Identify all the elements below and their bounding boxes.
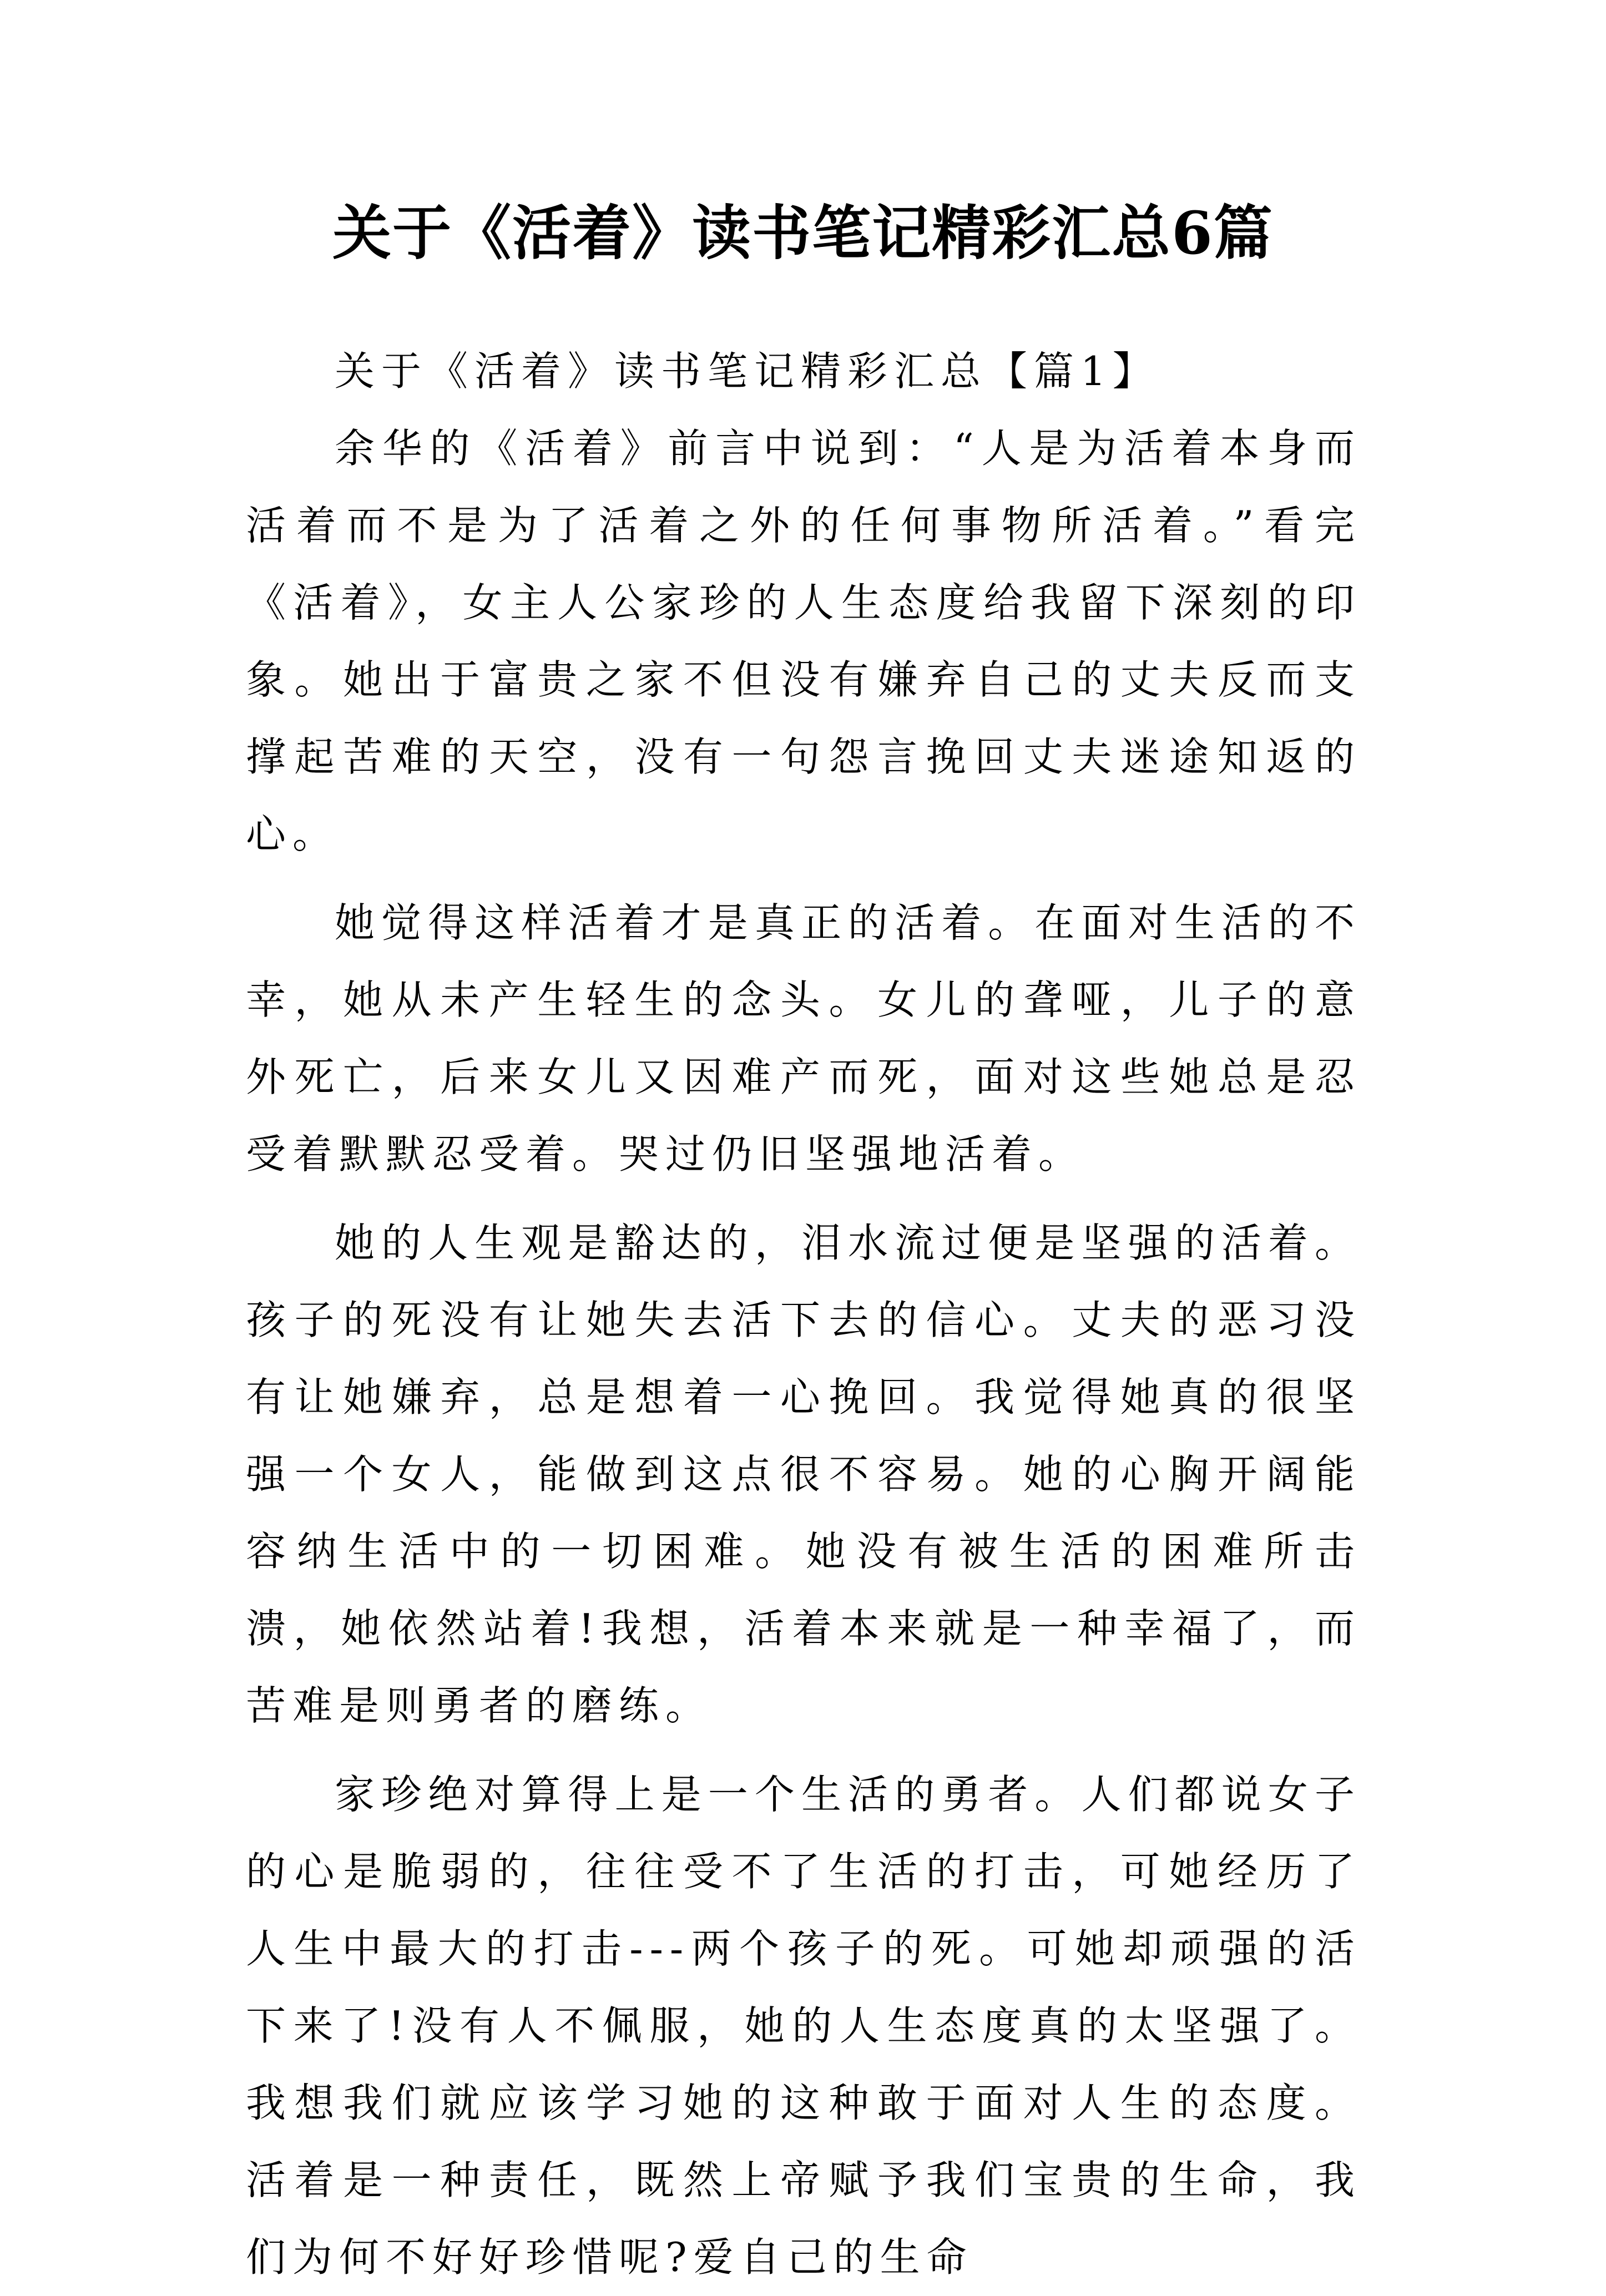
document-title: 关于《活着》读书笔记精彩汇总6篇	[332, 198, 1274, 267]
section-heading: 关于《活着》读书笔记精彩汇总【篇1】	[335, 348, 1159, 395]
paragraph: 家珍绝对算得上是一个生活的勇者。人们都说女子的心是脆弱的，往往受不了生活的打击，可她经历了人生中最大的打击---两个孩子的死。可她却顽强的活下来了!没有人不佩服，她的人生态度真的太坚强了。我想我们就应该学习她的这种敢于面对人生的态度。活着是一种责任，既然上帝赋予我们宝贵的生命，我们为何不好好珍惜呢?爱自己的生命	[246, 1771, 1361, 2280]
paragraph: 她的人生观是豁达的，泪水流过便是坚强的活着。孩子的死没有让她失去活下去的信心。丈夫的恶习没有让她嫌弃，总是想着一心挽回。我觉得她真的很坚强一个女人，能做到这点很不容易。她的心胸开阔能容纳生活中的一切困难。她没有被生活的困难所击溃，她依然站着!我想，活着本来就是一种幸福了，而苦难是则勇者的磨练。	[246, 1220, 1361, 1729]
paragraph: 余华的《活着》前言中说到：“人是为活着本身而活着而不是为了活着之外的任何事物所活着。”看完《活着》，女主人公家珍的人生态度给我留下深刻的印象。她出于富贵之家不但没有嫌弃自己的丈夫反而支撑起苦难的天空，没有一句怨言挽回丈夫迷途知返的心。	[246, 425, 1361, 857]
paragraph: 她觉得这样活着才是真正的活着。在面对生活的不幸，她从未产生轻生的念头。女儿的聋哑，儿子的意外死亡，后来女儿又因难产而死，面对这些她总是忍受着默默忍受着。哭过仍旧坚强地活着。	[246, 899, 1361, 1177]
document-body	[246, 333, 1361, 2296]
paragraph-list	[246, 410, 1361, 2296]
